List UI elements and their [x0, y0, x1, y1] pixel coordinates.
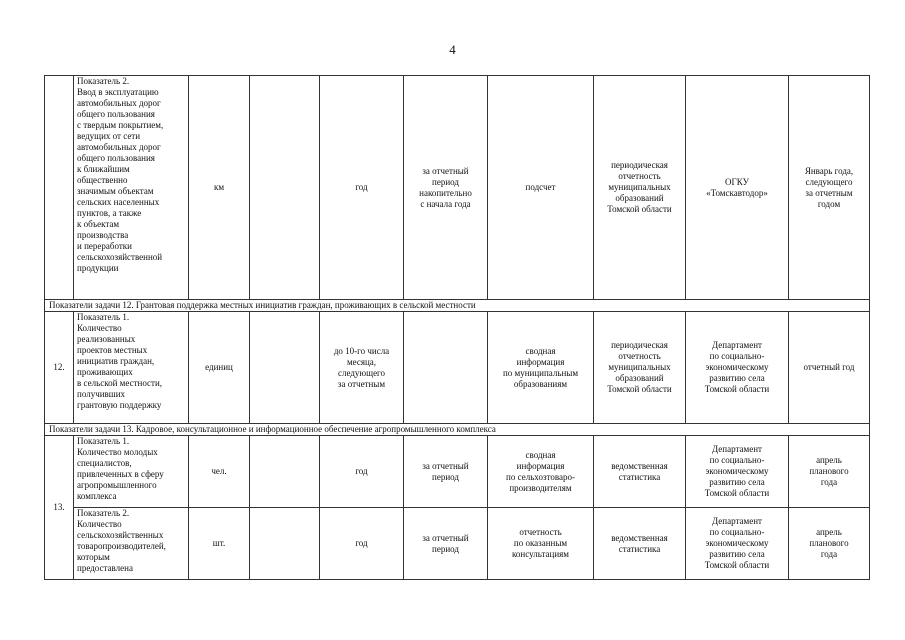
indicator-name: Показатель 1. Количество молодых специалистов, привлеченных в сферу агропромышленного комплекса — [74, 436, 189, 508]
section-row — [45, 424, 870, 436]
responsible-cell: ОГКУ «Томскавтодор» — [686, 76, 789, 300]
source-cell: ведомственная статистика — [594, 508, 686, 580]
section-heading-13: Показатели задачи 13. Кадровое, консультационное и информационное обеспечение агропромышленного комплекса — [45, 424, 870, 436]
method-cell: отчетность по оказанным консультациям — [488, 508, 594, 580]
deadline-cell: Январь года, следующего за отчетным годом — [789, 76, 870, 300]
indicators-table — [44, 75, 870, 580]
table-row — [45, 436, 870, 508]
method-cell: сводная информация по сельхозтоваро- производителям — [488, 436, 594, 508]
periodicity-cell: год — [320, 436, 404, 508]
period-cell — [404, 312, 488, 424]
responsible-cell: Департамент по социально- экономическому развитию села Томской области — [686, 508, 789, 580]
method-cell: сводная информация по муниципальным образованиям — [488, 312, 594, 424]
indicator-name: Показатель 1. Количество реализованных проектов местных инициатив граждан, проживающих в сельской местности, получивших грантовую поддержку — [74, 312, 189, 424]
period-cell: за отчетный период накопительно с начала года — [404, 76, 488, 300]
periodicity-cell: год — [320, 508, 404, 580]
unit-cell: единиц — [189, 312, 250, 424]
periodicity-cell: до 10-го числа месяца, следующего за отчетным — [320, 312, 404, 424]
table-row — [45, 76, 870, 300]
table-row — [45, 508, 870, 580]
deadline-cell: апрель планового года — [789, 436, 870, 508]
indicator-name: Показатель 2. Ввод в эксплуатацию автомобильных дорог общего пользования с твердым покрытием, ведущих от сети автомобильных дорог общего пользования к ближайшим общественно значимым объектам сельских населенных пунктов, а также к объектам производства и переработки сельскохозяйственной продукции — [74, 76, 189, 300]
deadline-cell: отчетный год — [789, 312, 870, 424]
row-number — [45, 76, 74, 300]
period-cell: за отчетный период — [404, 436, 488, 508]
indicator-name: Показатель 2. Количество сельскохозяйственных товаропроизводителей, которым предоставлена — [74, 508, 189, 580]
unit-cell: чел. — [189, 436, 250, 508]
empty-cell — [250, 508, 320, 580]
page-number: 4 — [449, 42, 456, 57]
section-row — [45, 300, 870, 312]
period-cell: за отчетный период — [404, 508, 488, 580]
periodicity-cell: год — [320, 76, 404, 300]
deadline-cell: апрель планового года — [789, 508, 870, 580]
row-number: 12. — [45, 312, 74, 424]
table-row — [45, 312, 870, 424]
method-cell: подсчет — [488, 76, 594, 300]
section-heading-12: Показатели задачи 12. Грантовая поддержка местных инициатив граждан, проживающих в сельской местности — [45, 300, 870, 312]
source-cell: периодическая отчетность муниципальных образований Томской области — [594, 76, 686, 300]
source-cell: ведомственная статистика — [594, 436, 686, 508]
unit-cell: км — [189, 76, 250, 300]
empty-cell — [250, 436, 320, 508]
unit-cell: шт. — [189, 508, 250, 580]
row-number: 13. — [45, 436, 74, 580]
empty-cell — [250, 312, 320, 424]
responsible-cell: Департамент по социально- экономическому развитию села Томской области — [686, 312, 789, 424]
empty-cell — [250, 76, 320, 300]
responsible-cell: Департамент по социально- экономическому развитию села Томской области — [686, 436, 789, 508]
source-cell: периодическая отчетность муниципальных образований Томской области — [594, 312, 686, 424]
